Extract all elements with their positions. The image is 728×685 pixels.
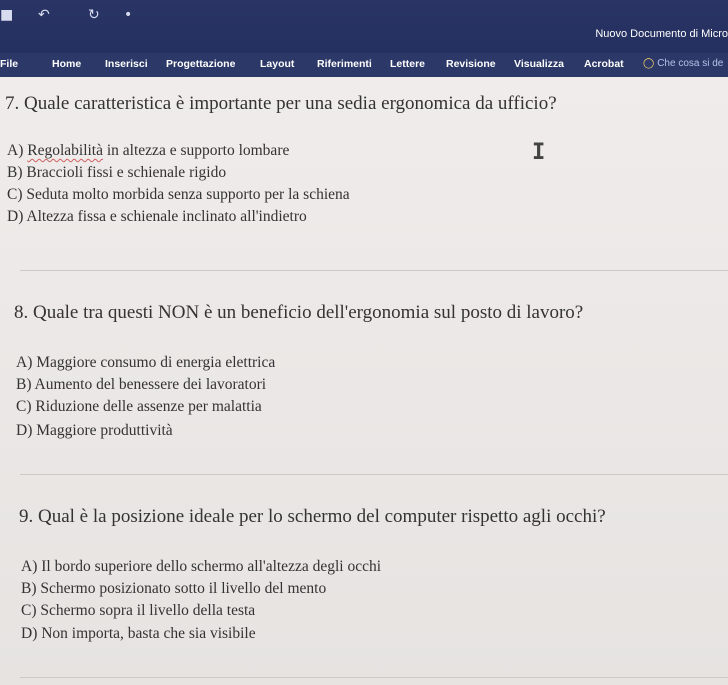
- tab-riferimenti[interactable]: Riferimenti: [317, 58, 372, 70]
- text-cursor-icon: I: [532, 140, 546, 165]
- question-9-option-b: B) Schermo posizionato sotto il livello del mento: [21, 580, 327, 597]
- tab-visualizza[interactable]: Visualizza: [514, 58, 564, 70]
- tab-home[interactable]: Home: [52, 58, 82, 70]
- undo-icon[interactable]: ↶: [38, 7, 50, 23]
- question-7-option-c: C) Seduta molto morbida senza supporto per la schiena: [7, 186, 350, 203]
- question-9: 9. Qual è la posizione ideale per lo schermo del computer rispetto agli occhi?: [19, 506, 606, 527]
- tab-lettere[interactable]: Lettere: [390, 58, 426, 70]
- tell-me-box[interactable]: [643, 58, 723, 69]
- question-7: 7. Quale caratteristica è importante per una sedia ergonomica da ufficio?: [5, 93, 557, 114]
- spellcheck-flagged-word[interactable]: Regolabilità: [27, 142, 103, 159]
- question-7-option-b: B) Braccioli fissi e schienale rigido: [7, 164, 227, 181]
- question-8-option-c: C) Riduzione delle assenze per malattia: [16, 398, 262, 415]
- tell-me-placeholder: Che cosa si de: [657, 58, 724, 69]
- question-7-option-a: [7, 142, 289, 160]
- separator-line: [20, 677, 728, 678]
- tab-revisione[interactable]: Revisione: [446, 58, 496, 70]
- question-8: 8. Quale tra questi NON è un beneficio dell'ergonomia sul posto di lavoro?: [14, 302, 584, 323]
- quick-access-toolbar: [0, 0, 728, 30]
- tab-file[interactable]: File: [0, 58, 19, 70]
- title-bar: [0, 0, 728, 53]
- customize-icon[interactable]: •: [124, 7, 133, 23]
- question-9-option-c: C) Schermo sopra il livello della testa: [21, 602, 256, 619]
- separator-line: [20, 474, 728, 475]
- document-title: Nuovo Documento di Micro: [595, 28, 728, 40]
- option-prefix: A): [7, 142, 28, 159]
- question-7-option-d: D) Altezza fissa e schienale inclinato all'indietro: [7, 208, 307, 225]
- question-8-option-a: A) Maggiore consumo di energia elettrica: [16, 354, 276, 371]
- question-8-option-b: B) Aumento del benessere dei lavoratori: [16, 376, 267, 393]
- question-9-option-a: A) Il bordo superiore dello schermo all'altezza degli occhi: [21, 558, 382, 575]
- question-8-option-d: D) Maggiore produttività: [16, 422, 173, 439]
- save-icon[interactable]: ■: [0, 7, 14, 23]
- ribbon-tabs: [0, 54, 728, 76]
- tab-progettazione[interactable]: Progettazione: [166, 58, 236, 70]
- question-9-option-d: D) Non importa, basta che sia visibile: [21, 625, 256, 642]
- redo-icon[interactable]: ↻: [88, 7, 100, 23]
- separator-line: [20, 270, 728, 271]
- tab-inserisci[interactable]: Inserisci: [105, 58, 148, 70]
- option-text: in altezza e supporto lombare: [103, 142, 290, 159]
- tab-layout[interactable]: Layout: [260, 58, 295, 70]
- document-page[interactable]: [0, 77, 728, 685]
- tab-acrobat[interactable]: Acrobat: [584, 58, 624, 70]
- lightbulb-icon: ◯: [643, 58, 655, 69]
